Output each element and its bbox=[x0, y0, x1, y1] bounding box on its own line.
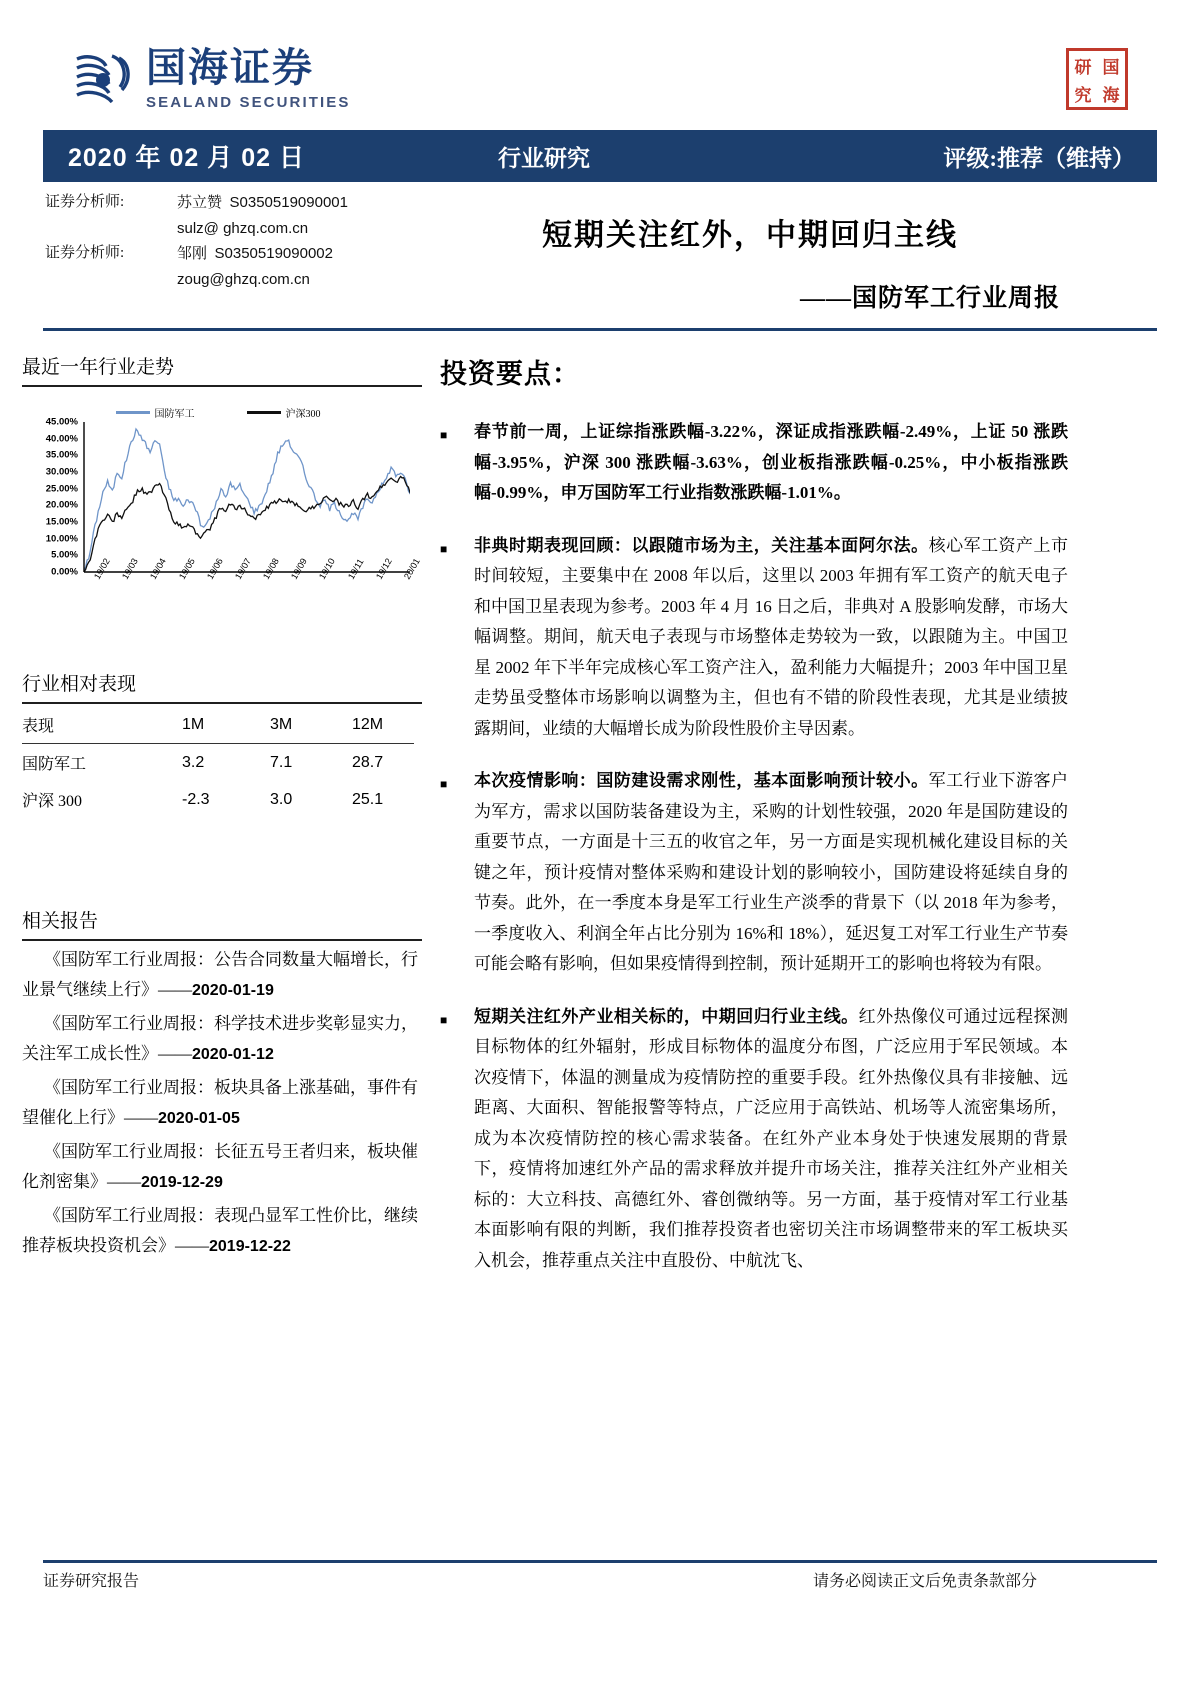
brand-name-cn: 国海证券 bbox=[146, 46, 314, 90]
chart-plot-area bbox=[22, 416, 422, 594]
cell-defense-1m: 3.2 bbox=[182, 753, 205, 771]
chart-axis-lines bbox=[78, 422, 410, 578]
industry-trend-chart bbox=[22, 405, 422, 605]
related-report-title: 《国防军工行业周报：长征五号王者归来，板块催化剂密集》—— bbox=[22, 1142, 418, 1191]
related-report-title: 《国防军工行业周报：公告合同数量大幅增长，行业景气继续上行》—— bbox=[22, 950, 418, 999]
analyst-row bbox=[45, 241, 445, 267]
related-heading-rule bbox=[22, 939, 422, 941]
chart-y-tick: 35.00% bbox=[45, 449, 78, 461]
investment-point bbox=[440, 1002, 1068, 1277]
company-seal-icon bbox=[1066, 48, 1128, 110]
legend-label-csi300: 沪深300 bbox=[285, 409, 321, 420]
row-label-csi300: 沪深 300 bbox=[22, 793, 83, 810]
cell-defense-3m: 7.1 bbox=[270, 753, 293, 771]
right-column bbox=[440, 352, 1068, 1298]
legend-swatch-csi300 bbox=[247, 411, 281, 414]
analyst-code: S0350519090002 bbox=[214, 245, 333, 262]
performance-section bbox=[22, 669, 422, 818]
col-header-3m: 3M bbox=[270, 715, 293, 733]
chart-x-tick: 19/11 bbox=[345, 557, 366, 581]
chart-y-tick: 10.00% bbox=[45, 533, 78, 545]
chart-y-tick: 45.00% bbox=[45, 416, 78, 428]
analyst-email[interactable]: sulz@ ghzq.com.cn bbox=[177, 220, 309, 237]
related-section-heading: 相关报告 bbox=[22, 911, 99, 932]
chart-y-axis bbox=[22, 416, 80, 578]
investment-point-text bbox=[474, 417, 1068, 509]
cell-csi300-12m: 25.1 bbox=[352, 790, 384, 808]
related-report-list bbox=[22, 945, 422, 1262]
table-header-row bbox=[22, 706, 414, 744]
chart-y-tick: 40.00% bbox=[45, 433, 78, 445]
bullet-square-icon: ■ bbox=[440, 777, 448, 791]
related-report-date: 2020-01-19 bbox=[192, 982, 274, 999]
footer-right-text: 请务必阅读正文后免责条款部分 bbox=[812, 1573, 1037, 1590]
perf-heading-rule bbox=[22, 702, 422, 704]
investment-point-lead: 短期关注红外产业相关标的，中期回归行业主线。 bbox=[474, 1006, 859, 1026]
related-reports-section bbox=[22, 906, 422, 1262]
investment-point-text bbox=[474, 766, 1068, 980]
cell-csi300-1m: -2.3 bbox=[182, 790, 210, 808]
analyst-label: 证券分析师: bbox=[45, 194, 125, 210]
related-report-date: 2019-12-22 bbox=[209, 1238, 291, 1255]
legend-item-csi300 bbox=[247, 405, 321, 420]
chart-y-tick: 20.00% bbox=[45, 499, 78, 511]
investment-point-body: 核心军工资产上市时间较短，主要集中在 2008 年以后，这里以 2003 年拥有军工资产的航天电子和中国卫星表现为参考。2003 年 4 月 16 日之后，非典对 A 股影响发酵，市场大幅调整。期间，航天电子表现与市场整体走势较为一致，以跟随为主。中国卫星 2002 年下半年完成核心军工资产注入，盈利能力大幅提升；2003 年中国卫星走势虽受整体市场影响以调整为主，但也有不错的阶段性表现，尤其是业绩披露期间，业绩的大幅增长成为阶段性股价主导因素。 bbox=[474, 535, 1069, 738]
bullet-square-icon: ■ bbox=[440, 1012, 448, 1027]
chart-section-heading: 最近一年行业走势 bbox=[22, 357, 175, 378]
chart-y-tick: 5.00% bbox=[51, 549, 78, 561]
bullet-square-icon: ■ bbox=[440, 541, 448, 556]
seal-char-3: 究 bbox=[1074, 85, 1092, 105]
chart-x-tick: 19/08 bbox=[261, 556, 282, 581]
chart-y-tick: 25.00% bbox=[45, 483, 78, 495]
investment-points-list bbox=[440, 417, 1068, 1276]
legend-swatch-defense bbox=[116, 411, 150, 414]
analyst-row bbox=[45, 190, 445, 216]
bullet-square-icon: ■ bbox=[440, 428, 448, 442]
report-date: 2020 年 02 月 02 日 bbox=[68, 144, 305, 172]
page-subtitle: ——国防军工行业周报 bbox=[799, 285, 1060, 312]
investment-point-body: 军工行业下游客户为军方，需求以国防装备建设为主，采购的计划性较强，2020 年是国防建设的重要节点，一方面是十三五的收官之年，另一方面是实现机械化建设目标的关键之年，预计疫情对整体采购和建设计划的影响较小，国防建设将延续自身的节奏。此外，在一季度本身是军工行业生产淡季的背景下（以 2018 年为参考，一季度收入、利润全年占比分别为 16%和 18%），延迟复工对军工行业生产节奏可能会略有影响，但如果疫情得到控制，预计延期开工的影响也将较为有限。 bbox=[474, 771, 1069, 973]
rating-badge: 评级:推荐（维持） bbox=[943, 145, 1135, 171]
chart-x-tick: 19/02 bbox=[92, 556, 112, 581]
brand-logo bbox=[72, 48, 351, 110]
table-row bbox=[22, 744, 414, 782]
investment-point bbox=[440, 766, 1068, 980]
chart-x-tick: 19/06 bbox=[204, 556, 225, 581]
investment-points-title: 投资要点： bbox=[440, 359, 580, 389]
chart-x-tick: 19/12 bbox=[373, 556, 394, 581]
masthead bbox=[0, 0, 1200, 130]
analyst-name-code bbox=[177, 190, 445, 216]
chart-x-tick: 19/09 bbox=[289, 556, 310, 581]
chart-x-tick: 19/04 bbox=[148, 556, 169, 581]
related-report-title: 《国防军工行业周报：科学技术进步奖彰显实力，关注军工成长性》—— bbox=[22, 1014, 418, 1063]
related-report-date: 2019-12-29 bbox=[141, 1174, 223, 1191]
sealand-logo-icon bbox=[72, 50, 134, 110]
seal-char-2: 国 bbox=[1102, 57, 1120, 77]
analyst-label: 证券分析师: bbox=[45, 245, 125, 261]
legend-item-defense bbox=[116, 405, 195, 420]
investment-point bbox=[440, 417, 1068, 509]
chart-x-tick: 19/05 bbox=[176, 556, 197, 581]
left-column bbox=[22, 352, 422, 1265]
analyst-email[interactable]: zoug@ghzq.com.cn bbox=[177, 271, 310, 288]
analyst-name: 邹刚 bbox=[177, 246, 208, 262]
analyst-block bbox=[45, 190, 445, 292]
chart-x-tick: 19/03 bbox=[120, 556, 141, 581]
investment-point-lead: 非典时期表现回顾：以跟随市场为主，关注基本面阿尔法。 bbox=[474, 535, 929, 555]
chart-legend bbox=[22, 405, 414, 420]
footer-left-text: 证券研究报告 bbox=[43, 1573, 140, 1590]
related-report-item[interactable] bbox=[22, 1009, 422, 1070]
performance-table bbox=[22, 706, 414, 818]
cell-csi300-3m: 3.0 bbox=[270, 790, 293, 808]
analyst-code: S0350519090001 bbox=[229, 194, 348, 211]
divider-top bbox=[43, 328, 1157, 331]
row-label-defense: 国防军工 bbox=[22, 756, 87, 773]
related-report-title: 《国防军工行业周报：板块具备上涨基础，事件有望催化上行》—— bbox=[22, 1078, 418, 1127]
brand-name-en: SEALAND SECURITIES bbox=[146, 94, 351, 111]
related-report-item[interactable] bbox=[22, 1073, 422, 1134]
analyst-name: 苏立赞 bbox=[177, 195, 223, 211]
chart-x-tick: 19/10 bbox=[317, 556, 338, 581]
investment-point-text bbox=[474, 1002, 1068, 1277]
chart-y-tick: 30.00% bbox=[45, 466, 78, 478]
investment-point-body: 红外热像仪可通过远程探测目标物体的红外辐射，形成目标物体的温度分布图，广泛应用于军民领域。本次疫情下，体温的测量成为疫情防控的重要手段。红外热像仪具有非接触、远距离、大面积、智能报警等特点，广泛应用于高铁站、机场等人流密集场所，成为本次疫情防控的核心需求装备。在红外产业本身处于快速发展期的背景下，疫情将加速红外产品的需求释放并提升市场关注，推荐关注红外产业相关标的：大立科技、高德红外、睿创微纳等。另一方面，基于疫情对军工行业基本面影响有限的判断，我们推荐投资者也密切关注市场调整带来的军工板块买入机会，推荐重点关注中直股份、中航沈飞、 bbox=[474, 1006, 1069, 1270]
divider-bottom bbox=[43, 1560, 1157, 1563]
related-report-item[interactable] bbox=[22, 1137, 422, 1198]
table-row bbox=[22, 781, 414, 818]
perf-section-heading: 行业相对表现 bbox=[22, 674, 137, 695]
seal-char-1: 研 bbox=[1074, 57, 1092, 77]
chart-heading-rule bbox=[22, 385, 422, 387]
related-report-date: 2020-01-12 bbox=[192, 1046, 274, 1063]
header-bar bbox=[43, 130, 1157, 182]
page-title: 短期关注红外，中期回归主线 bbox=[542, 219, 958, 252]
chart-x-axis bbox=[84, 556, 422, 608]
report-category: 行业研究 bbox=[498, 145, 590, 171]
investment-point-text bbox=[474, 531, 1068, 745]
related-report-date: 2020-01-05 bbox=[158, 1110, 240, 1127]
related-report-title: 《国防军工行业周报：表现凸显军工性价比，继续推荐板块投资机会》—— bbox=[22, 1206, 418, 1255]
chart-x-tick: 19/07 bbox=[232, 556, 253, 581]
cell-defense-12m: 28.7 bbox=[352, 753, 384, 771]
page-footer bbox=[43, 1568, 1157, 1591]
chart-x-tick: 20/01 bbox=[402, 556, 422, 581]
legend-label-defense: 国防军工 bbox=[154, 409, 195, 420]
col-header-12m: 12M bbox=[352, 715, 384, 733]
seal-char-4: 海 bbox=[1102, 85, 1120, 105]
investment-point-body: 春节前一周，上证综指涨跌幅-3.22%，深证成指涨跌幅-2.49%，上证 50 涨跌幅-3.95%，沪深 300 涨跌幅-3.63%，创业板指涨跌幅-0.25%，中小板指涨跌幅-0.99%，申万国防军工行业指数涨跌幅-1.01%。 bbox=[474, 422, 1068, 502]
chart-y-tick: 15.00% bbox=[45, 516, 78, 528]
investment-point bbox=[440, 531, 1068, 745]
chart-y-tick: 0.00% bbox=[51, 566, 78, 578]
col-header-1m: 1M bbox=[182, 715, 205, 733]
related-report-item[interactable] bbox=[22, 945, 422, 1006]
analyst-name-code bbox=[177, 241, 445, 267]
related-report-item[interactable] bbox=[22, 1201, 422, 1262]
investment-point-lead: 本次疫情影响：国防建设需求刚性，基本面影响预计较小。 bbox=[474, 771, 929, 790]
col-header-metric: 表现 bbox=[22, 718, 55, 735]
